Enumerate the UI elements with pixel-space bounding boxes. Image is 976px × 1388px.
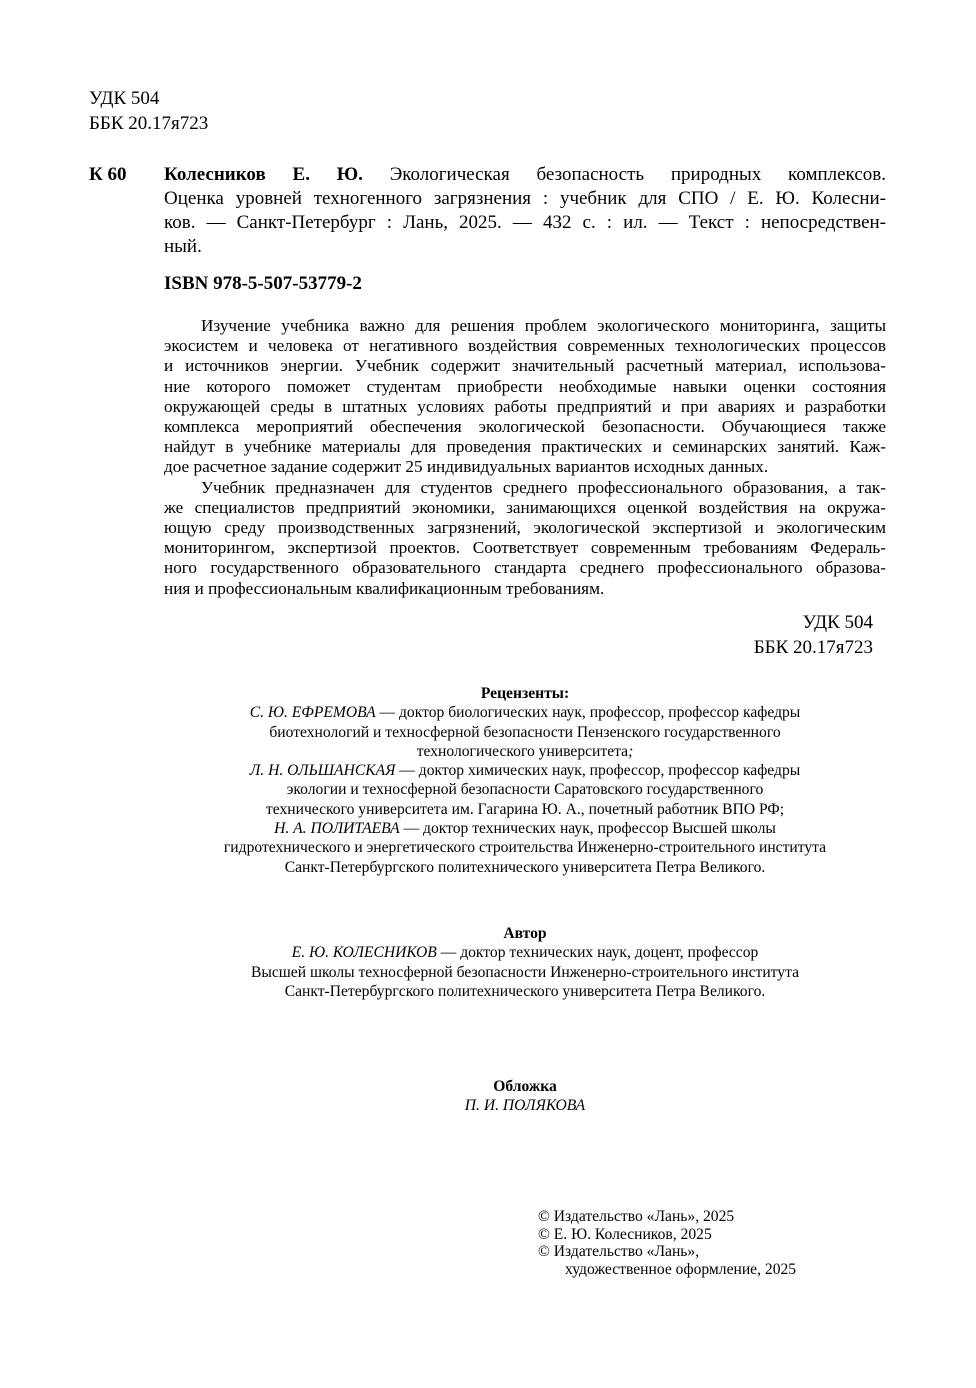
author-mark: К 60 <box>89 164 127 185</box>
reviewer-1-line: технологического университета; <box>416 742 634 760</box>
udk-code: УДК 504 <box>89 88 160 109</box>
bbk-code: ББК 20.17я723 <box>753 637 873 658</box>
annotation-line: найдут в учебнике материалы для проведения практических и семинарских занятий. Каж- <box>164 437 886 457</box>
annotation-line: Изучение учебника важно для решения проблем экологического мониторинга, защиты <box>201 316 886 335</box>
annotation-line: дое расчетное задание содержит 25 индивидуальных вариантов исходных данных. <box>164 457 769 477</box>
citation-line-4: ный. <box>164 236 202 257</box>
annotation-line: ного государственного образовательного стандарта среднего профессионального образова- <box>164 558 886 578</box>
citation-title: Экологическая безопасность природных комплексов. <box>362 164 886 185</box>
reviewer-3-name: Н. А. ПОЛИТАЕВА <box>274 820 400 838</box>
annotation-line: и источников энергии. Учебник содержит значительный расчетный материал, использова- <box>164 356 886 376</box>
udk-code: УДК 504 <box>802 612 873 633</box>
isbn: ISBN 978-5-507-53779-2 <box>164 273 362 294</box>
copyright-line: © Издательство «Лань», <box>538 1243 700 1260</box>
annotation-line: же специалистов предприятий экономики, занимающихся оценкой воздействия на окружа- <box>164 497 886 517</box>
citation-line-2: Оценка уровней техногенного загрязнения : учебник для СПО / Е. Ю. Колесни- <box>164 188 886 209</box>
bbk-code: ББК 20.17я723 <box>89 113 209 134</box>
reviewer-2-name: Л. Н. ОЛЬШАНСКАЯ <box>249 762 396 780</box>
copyright-block <box>538 1208 796 1278</box>
top-classification-codes <box>89 86 208 136</box>
author-line: Е. Ю. КОЛЕСНИКОВ — доктор технических наук, доцент, профессор <box>291 944 759 962</box>
reviewer-2-line: Л. Н. ОЛЬШАНСКАЯ — доктор химических наук, профессор, профессор кафедры <box>249 762 801 780</box>
author-name: Е. Ю. КОЛЕСНИКОВ <box>291 944 437 962</box>
copyright-line: © Издательство «Лань», 2025 <box>538 1208 735 1225</box>
annotation-line: ния и профессиональным квалификационным требованиям. <box>164 578 605 598</box>
cover-artist-name: П. И. ПОЛЯКОВА <box>464 1097 586 1115</box>
bibliographic-citation <box>164 163 886 259</box>
annotation-line: комплекса мероприятий обеспечения экологической безопасности. Обучающиеся также <box>164 417 886 437</box>
reviewer-1-name: С. Ю. ЕФРЕМОВА <box>249 704 376 722</box>
author-section <box>164 924 886 1001</box>
reviewer-3-line: гидротехнического и энергетического строительства Инженерно-строительного института <box>223 839 827 857</box>
cover-section <box>164 1077 886 1116</box>
copyright-line: © Е. Ю. Колесников, 2025 <box>538 1225 712 1243</box>
citation-line-3: ков. — Санкт-Петербург : Лань, 2025. — 432 с. : ил. — Текст : непосредствен- <box>164 212 886 233</box>
reviewer-2-line: экологии и техносферной безопасности Саратовского государственного <box>286 781 764 799</box>
reviewers-section <box>164 684 886 877</box>
annotation <box>164 316 886 599</box>
annotation-line: ющую среду производственных загрязнений, экологической экспертизой и экологическим <box>164 518 886 538</box>
copyright-line: художественное оформление, 2025 <box>565 1260 797 1278</box>
annotation-line: экосистем и человека от негативного воздействия современных технологических процессов <box>164 336 886 356</box>
annotation-line: мониторингом, экспертизой проектов. Соответствует современным требованиям Федераль- <box>164 538 886 558</box>
cover-heading: Обложка <box>493 1078 557 1095</box>
author-line: Высшей школы техносферной безопасности Инженерно-строительного института <box>250 963 800 981</box>
author-heading: Автор <box>503 925 547 942</box>
reviewer-2-line: технического университета им. Гагарина Ю. А., почетный работник ВПО РФ; <box>265 800 785 818</box>
reviewer-3-line: Санкт-Петербургского политехнического университета Петра Великого. <box>284 858 766 876</box>
bottom-classification-codes <box>600 610 873 660</box>
annotation-line: Учебник предназначен для студентов среднего профессионального образования, а так- <box>201 477 886 497</box>
author-line: Санкт-Петербургского политехнического университета Петра Великого. <box>284 982 766 1000</box>
reviewer-1-line: биотехнологий и техносферной безопасности Пензенского государственного <box>269 723 781 741</box>
reviewer-1-line: С. Ю. ЕФРЕМОВА — доктор биологических наук, профессор, профессор кафедры <box>249 704 801 722</box>
citation-author: Колесников Е. Ю. <box>164 164 363 185</box>
annotation-line: окружающей среды в штатных условиях работы предприятий и при авариях и разработки <box>164 396 886 416</box>
reviewers-heading: Рецензенты: <box>480 685 570 702</box>
citation-line-1 <box>164 163 886 187</box>
reviewer-3-line: Н. А. ПОЛИТАЕВА — доктор технических наук, профессор Высшей школы <box>274 820 776 838</box>
annotation-line: ние которого поможет студентам приобрести необходимые навыки оценки состояния <box>164 376 886 396</box>
